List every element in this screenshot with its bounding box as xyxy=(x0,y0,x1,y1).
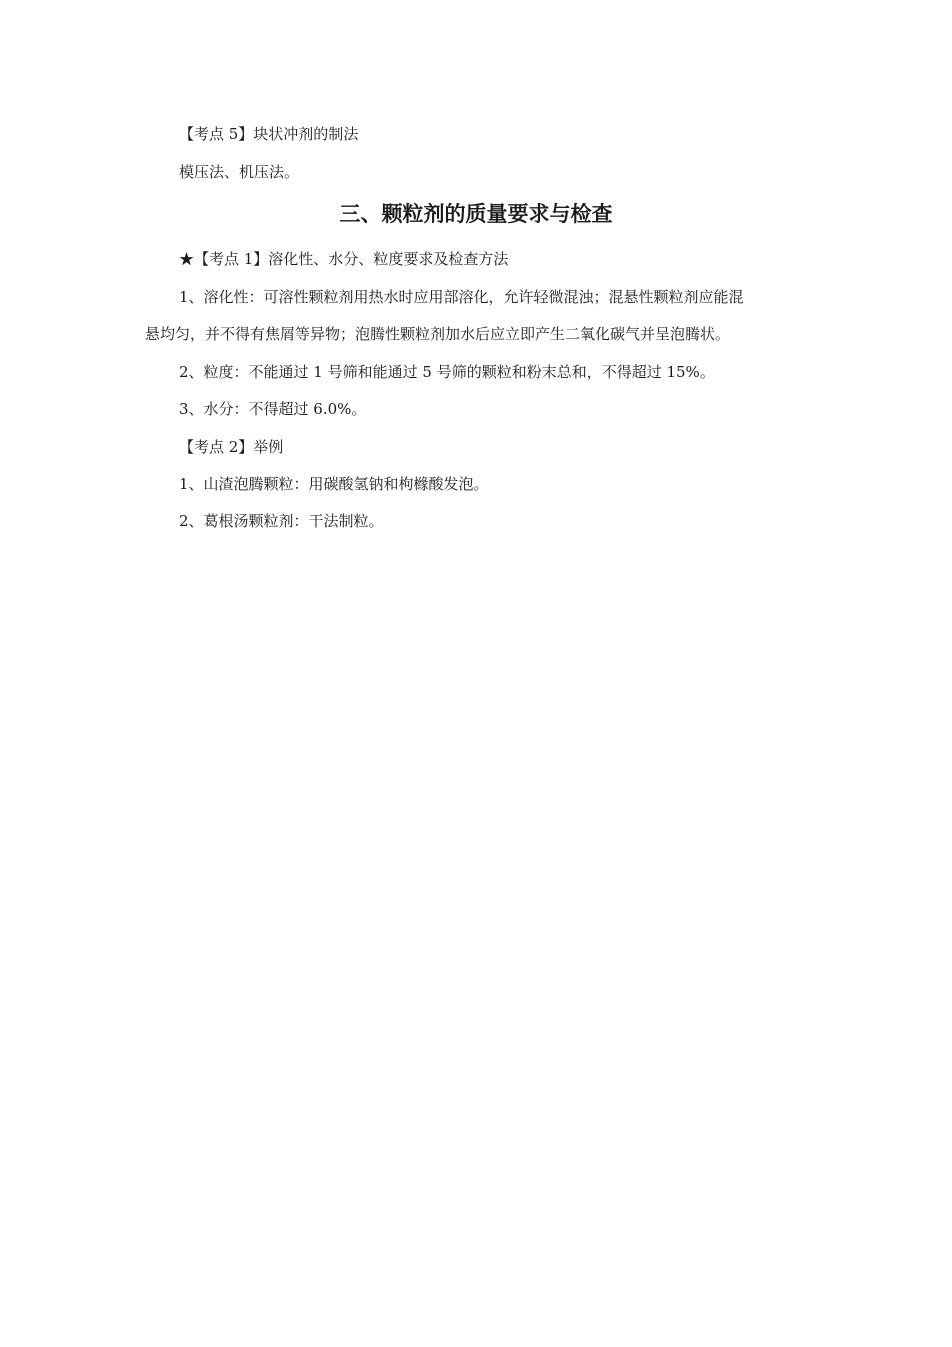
point-1-item-solubility-cont: 悬均匀，并不得有焦屑等异物；泡腾性颗粒剂加水后应立即产生二氧化碳气并呈泡腾状。 xyxy=(145,325,731,343)
point-1-title: ★【考点 1】溶化性、水分、粒度要求及检查方法 xyxy=(179,250,509,268)
section-heading: 三、颗粒剂的质量要求与检查 xyxy=(339,201,613,226)
point-5-title: 【考点 5】块状冲剂的制法 xyxy=(179,125,359,143)
point-1-item-moisture: 3、水分：不得超过 6.0%。 xyxy=(179,400,367,418)
point-2-title: 【考点 2】举例 xyxy=(179,438,284,456)
point-1-item-solubility: 1、溶化性：可溶性颗粒剂用热水时应用部溶化，允许轻微混浊；混悬性颗粒剂应能混 xyxy=(179,288,744,306)
point-1-item-granularity: 2、粒度：不能通过 1 号筛和能通过 5 号筛的颗粒和粉末总和，不得超过 15%。 xyxy=(179,363,715,381)
point-2-example-1: 1、山渣泡腾颗粒：用碳酸氢钠和枸橼酸发泡。 xyxy=(179,475,489,493)
point-5-body: 模压法、机压法。 xyxy=(179,163,300,181)
point-2-example-2: 2、葛根汤颗粒剂：干法制粒。 xyxy=(179,512,384,530)
